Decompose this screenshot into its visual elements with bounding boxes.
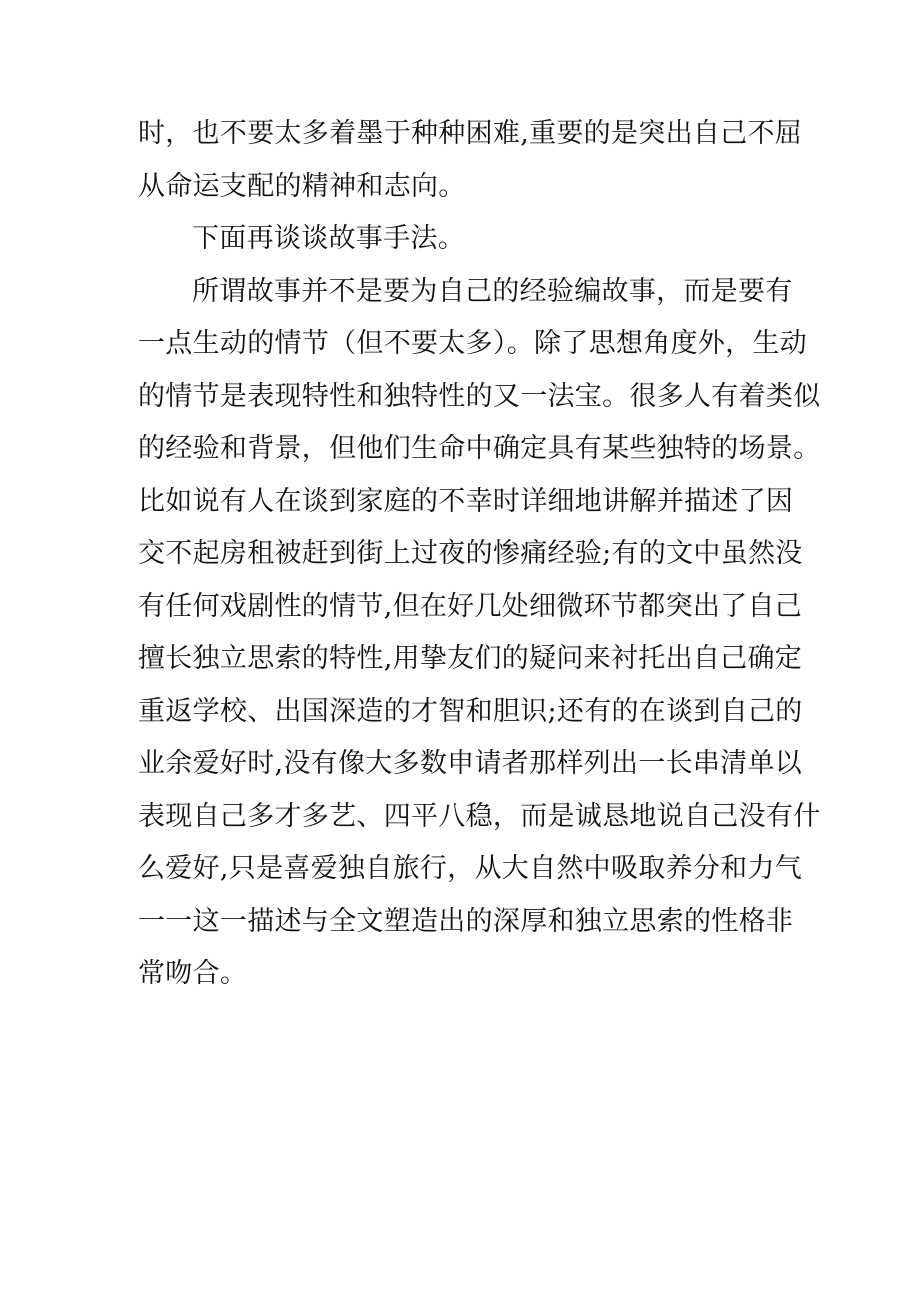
text-line-8: 比如说有人在谈到家庭的不幸时详细地讲解并描述了因 — [138, 485, 794, 517]
paragraph-start-line-3: 下面再谈谈故事手法。 — [192, 223, 465, 254]
text-line-5: 一点生动的情节（但不要太多）。除了思想角度外，生动 — [138, 328, 807, 359]
text-line-17: 常吻合。 — [138, 958, 248, 989]
text-line-10: 有任何戏剧性的情节,但在好几处细微环节都突出了自己 — [138, 590, 803, 622]
paragraph-start-line-4: 所谓故事并不是要为自己的经验编故事，而是要有 — [192, 275, 793, 307]
text-line-16: 一一这一描述与全文塑造出的深厚和独立思索的性格非 — [138, 905, 794, 937]
text-line-2: 从命运支配的精神和志向。 — [138, 170, 466, 202]
text-line-13: 业余爱好时,没有像大多数申请者那样列出一长串清单以 — [138, 748, 803, 779]
text-line-7: 的经验和背景，但他们生命中确定具有某些独特的场景。 — [138, 433, 821, 464]
text-line-12: 重返学校、出国深造的才智和胆识;还有的在谈到自己的 — [138, 695, 803, 727]
text-line-14: 表现自己多才多艺、四平八稳，而是诚恳地说自己没有什 — [138, 800, 821, 832]
text-line-6: 的情节是表现特性和独特性的又一法宝。很多人有着类似 — [138, 380, 821, 412]
text-line-11: 擅长独立思索的特性,用挚友们的疑问来衬托出自己确定 — [138, 643, 803, 674]
text-line-1: 时，也不要太多着墨于种种困难,重要的是突出自己不屈 — [138, 118, 803, 149]
document-body — [138, 108, 821, 1001]
text-line-15: 么爱好,只是喜爱独自旅行，从大自然中吸取养分和力气 — [138, 853, 803, 884]
text-line-9: 交不起房租被赶到街上过夜的惨痛经验;有的文中虽然没 — [138, 538, 803, 569]
